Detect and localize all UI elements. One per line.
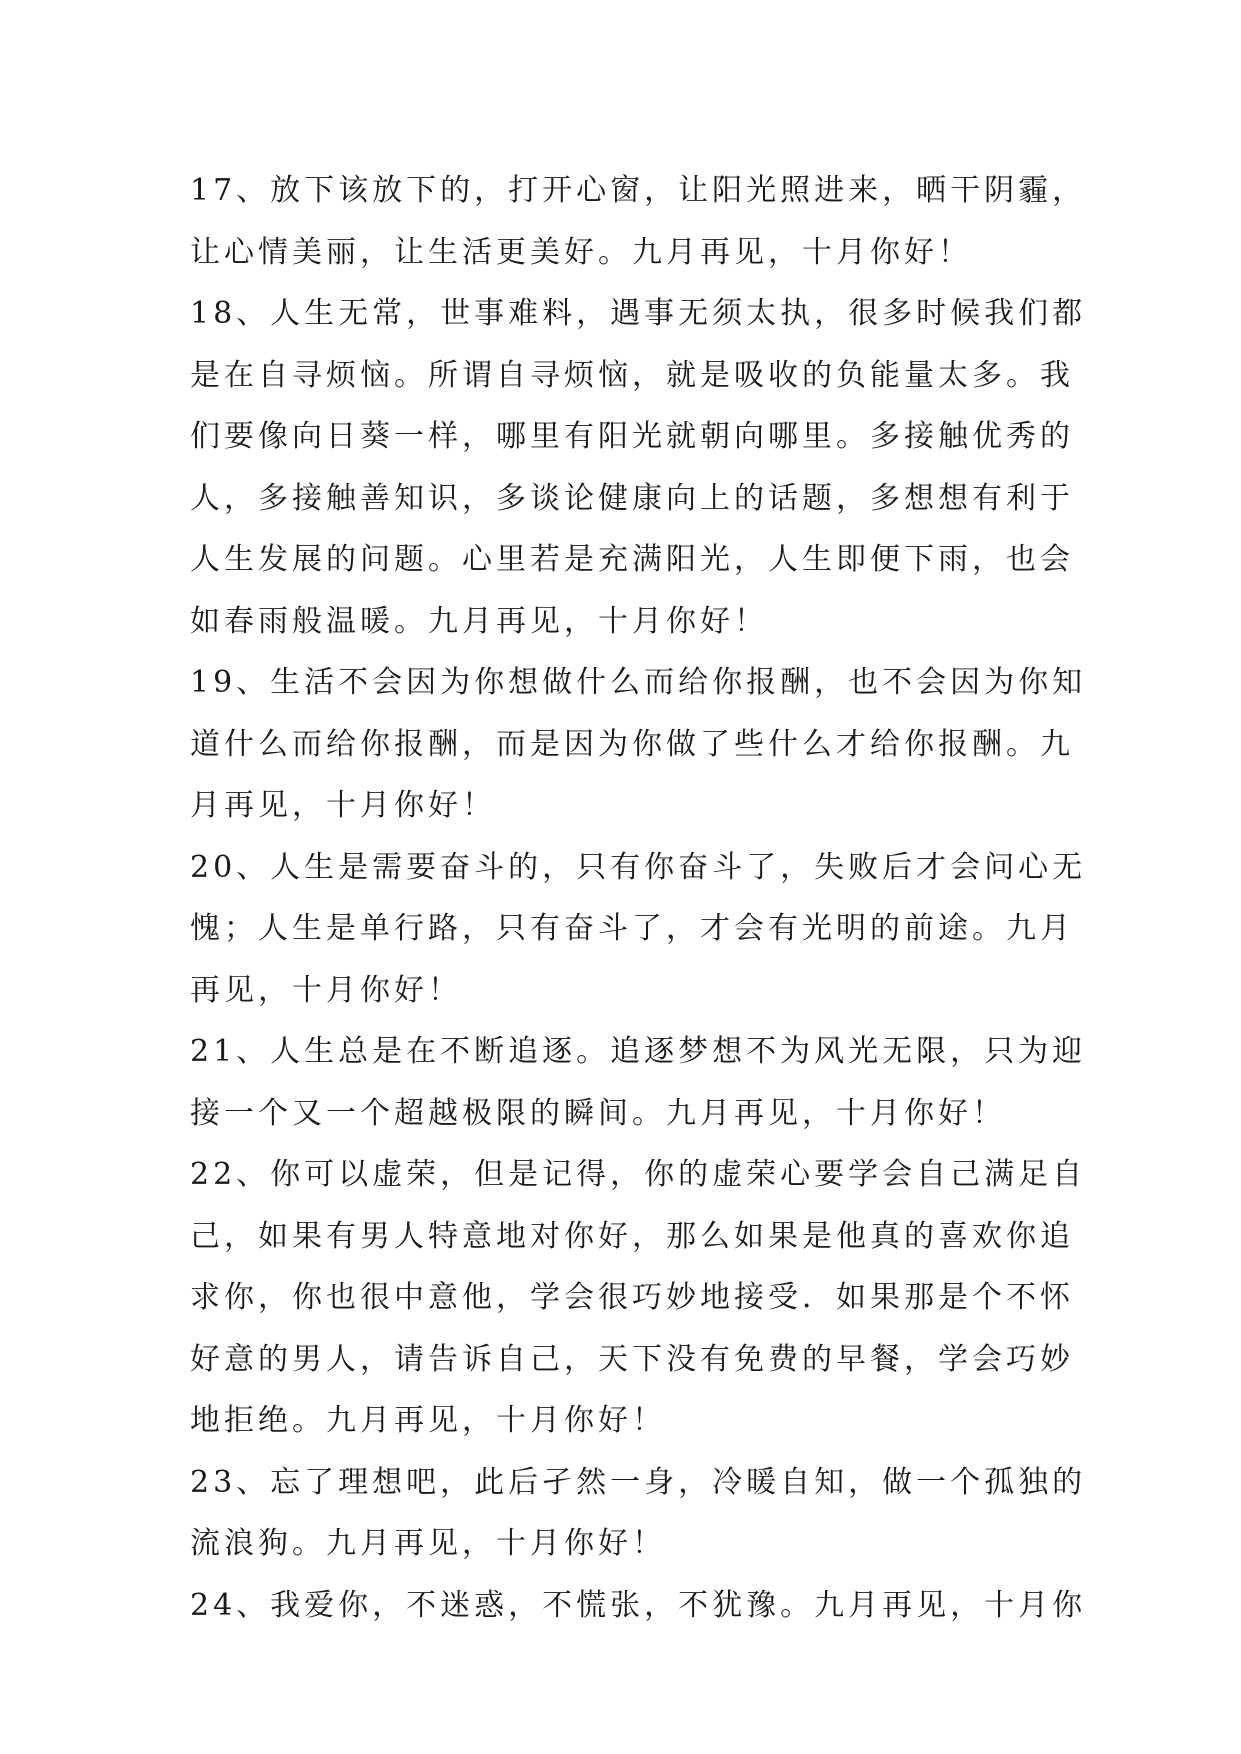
text-line: 是在自寻烦恼。所谓自寻烦恼，就是吸收的负能量太多。我 bbox=[190, 357, 1074, 393]
text-line: 18、人生无常，世事难料，遇事无须太执，很多时候我们都 bbox=[190, 296, 1087, 331]
text-line: 22、你可以虚荣，但是记得，你的虚荣心要学会自己满足自 bbox=[190, 1157, 1087, 1192]
text-line: 如春雨般温暖。九月再见，十月你好！ bbox=[190, 603, 768, 639]
text-line: 愧；人生是单行路，只有奋斗了，才会有光明的前途。九月 bbox=[190, 911, 1074, 946]
text-line: 求你，你也很中意他，学会很巧妙地接受．如果那是个不怀 bbox=[190, 1280, 1074, 1315]
text-line: 地拒绝。九月再见，十月你好！ bbox=[190, 1403, 666, 1438]
text-line: 让心情美丽，让生活更美好。九月再见，十月你好！ bbox=[190, 234, 972, 270]
text-line: 们要像向日葵一样，哪里有阳光就朝向哪里。多接触优秀的 bbox=[190, 419, 1074, 454]
text-line: 人生发展的问题。心里若是充满阳光，人生即便下雨，也会 bbox=[190, 542, 1074, 577]
text-line: 再见，十月你好！ bbox=[190, 972, 462, 1008]
text-line: 道什么而给你报酬，而是因为你做了些什么才给你报酬。九 bbox=[190, 726, 1074, 762]
body-text bbox=[190, 160, 1087, 1636]
text-line: 接一个又一个超越极限的瞬间。九月再见，十月你好！ bbox=[190, 1095, 1006, 1131]
text-line: 己，如果有男人特意地对你好，那么如果是他真的喜欢你追 bbox=[190, 1218, 1074, 1254]
text-line: 月再见，十月你好！ bbox=[190, 788, 496, 823]
text-line: 23、忘了理想吧，此后孑然一身，冷暖自知，做一个孤独的 bbox=[190, 1464, 1087, 1500]
text-line: 好意的男人，请告诉自己，天下没有免费的早餐，学会巧妙 bbox=[190, 1341, 1074, 1377]
text-line: 20、人生是需要奋斗的，只有你奋斗了，失败后才会问心无 bbox=[190, 849, 1087, 885]
text-line: 流浪狗。九月再见，十月你好！ bbox=[190, 1526, 666, 1561]
text-line: 21、人生总是在不断追逐。追逐梦想不为风光无限，只为迎 bbox=[190, 1034, 1087, 1069]
text-line: 人，多接触善知识，多谈论健康向上的话题，多想想有利于 bbox=[190, 480, 1074, 516]
text-line: 24、我爱你，不迷惑，不慌张，不犹豫。九月再见，十月你 bbox=[190, 1587, 1087, 1623]
text-line: 17、放下该放下的，打开心窗，让阳光照进来，晒干阴霾， bbox=[190, 173, 1087, 208]
text-line: 19、生活不会因为你想做什么而给你报酬，也不会因为你知 bbox=[190, 665, 1087, 700]
